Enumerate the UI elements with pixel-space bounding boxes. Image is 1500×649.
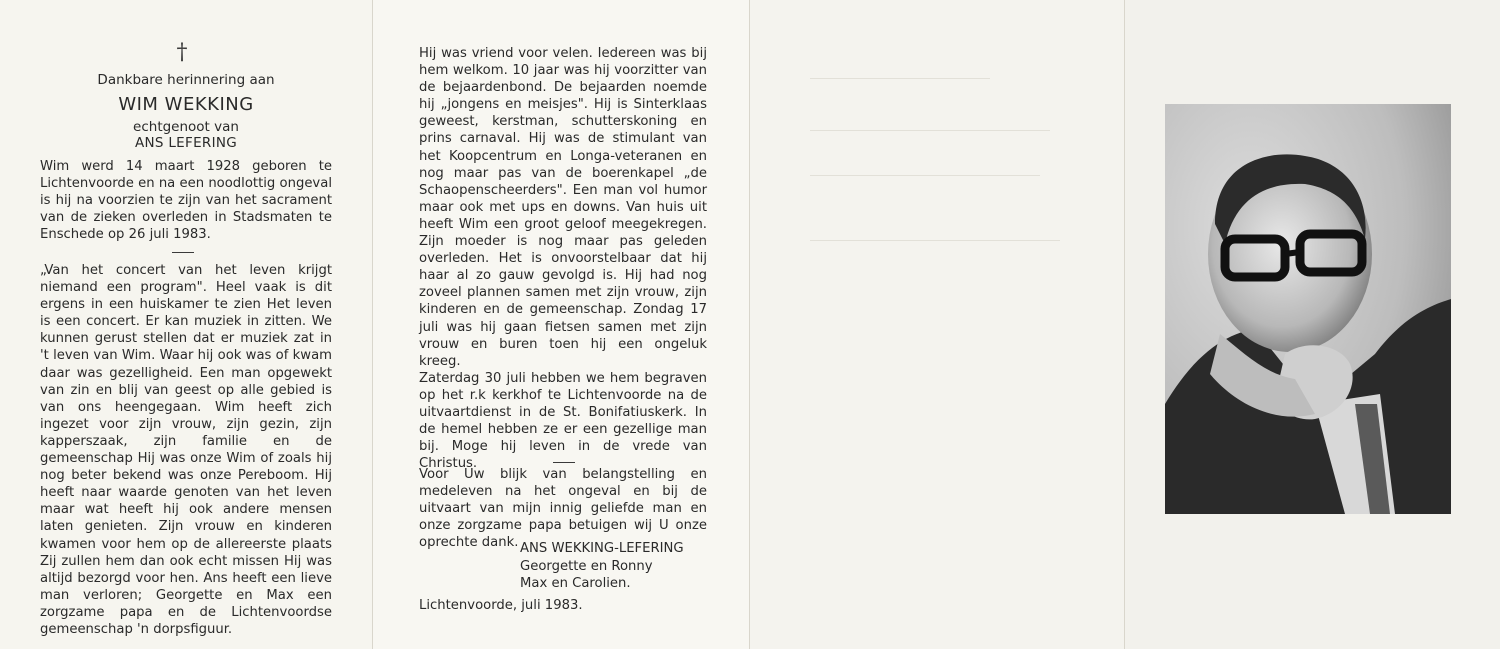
- tribute-text-continued: [419, 45, 707, 472]
- bleed-through-line: [810, 175, 1040, 176]
- biography-paragraph: Wim werd 14 maart 1928 geboren te Lichtenvoorde en na een noodlottig ongeval is hij na voorzien te zijn van het sacrament van de zieken overleden in Stadsmaten te Enschede op 26 juli 1983.: [40, 159, 332, 243]
- bleed-through-line: [810, 240, 1060, 241]
- signatory: Max en Carolien.: [520, 576, 631, 591]
- thanks-text: [419, 466, 707, 551]
- portrait-illustration: [1165, 104, 1451, 514]
- thanks-paragraph: Voor Uw blijk van belangstelling en medeleven na het ongeval en bij de uitvaart van mijn innig geliefde man en onze zorgzame papa betuigen wij U onze oprechte dank.: [419, 467, 707, 551]
- place-date: Lichtenvoorde, juli 1983.: [419, 598, 583, 613]
- fold-line: [749, 0, 750, 649]
- portrait-photo: [1165, 104, 1451, 514]
- tribute-paragraph-2: Hij was vriend voor velen. Iedereen was bij hem welkom. 10 jaar was hij voorzitter van de bejaardenbond. De bejaarden noemde hij „jongens en meisjes". Hij is Sinterklaas geweest, kerstman, schutterskoning en prins carnaval. Hij was de stimulant van het Koopcentrum en Longa-veteranen en nog maar pas van de boerenkapel „de Schaopenscheerders". Een man vol humor maar ook met ups en downs. Van huis uit heeft Wim een groot geloof meegekregen. Zijn moeder is nog maar pas geleden overleden. Het is onvoorstelbaar dat hij haar al zo gauw gevolgd is. Hij had nog zoveel plannen samen met zijn vrouw, zijn kinderen en de gemeenschap. Zondag 17 juli was hij gaan fietsen samen met zijn vrouw en buren toen hij een ongeluk kreeg.: [419, 46, 707, 369]
- spouse-label: echtgenoot van: [133, 119, 239, 135]
- divider: [553, 462, 575, 463]
- signatory: Georgette en Ronny: [520, 558, 653, 574]
- signatories: [520, 540, 684, 593]
- bleed-through-line: [810, 130, 1050, 131]
- tribute-paragraph-1: „Van het concert van het leven krijgt niemand een program". Heel vaak is dit ergens in een huiskamer te zien Het leven is een concert. Er kan muziek in zitten. We kunnen gerust stellen dat er muziek zat in 't leven van Wim. Waar hij ook was of kwam daar was gezelligheid. Een man opgewekt van zin en blij van geest op alle gebied is van ons heengegaan. Wim heeft zich ingezet voor zijn vrouw, zijn gezin, zijn kapperszaak, zijn familie en de gemeenschap Hij was onze Wim of zoals hij nog beter bekend was onze Pereboom. Hij heeft naar waarde genoten van het leven maar wat heeft hij ook andere mensen laten genieten. Zijn vrouw en kinderen kwamen voor hem op de allereerste plaats Zij zullen hem dan ook echt missen Hij was altijd bezorgd voor hen. Ans heeft een lieve man verloren; Georgette en Max een zorgzame papa en de Lichtenvoordse gemeenschap 'n dorpsfiguur.: [40, 263, 332, 637]
- deceased-name: WIM WEKKING: [118, 94, 254, 115]
- spouse-name: ANS LEFERING: [134, 135, 238, 151]
- signatory: ANS WEKKING-LEFERING: [520, 541, 684, 556]
- intro-line: Dankbare herinnering aan: [97, 72, 275, 88]
- fold-line: [1124, 0, 1125, 649]
- bleed-through-line: [810, 78, 990, 79]
- panel-blank: [750, 0, 1124, 649]
- burial-paragraph: Zaterdag 30 juli hebben we hem begraven op het r.k kerkhof te Lichtenvoorde na de uitvaartdienst in de St. Bonifatiuskerk. In de hemel hebben ze er een gezellige man bij. Moge hij leven in de vrede van Christus.: [419, 370, 707, 472]
- tribute-text: [40, 262, 332, 638]
- biography-text: [40, 158, 332, 243]
- latin-cross-icon: †: [176, 40, 188, 65]
- divider: [172, 252, 194, 253]
- fold-line: [372, 0, 373, 649]
